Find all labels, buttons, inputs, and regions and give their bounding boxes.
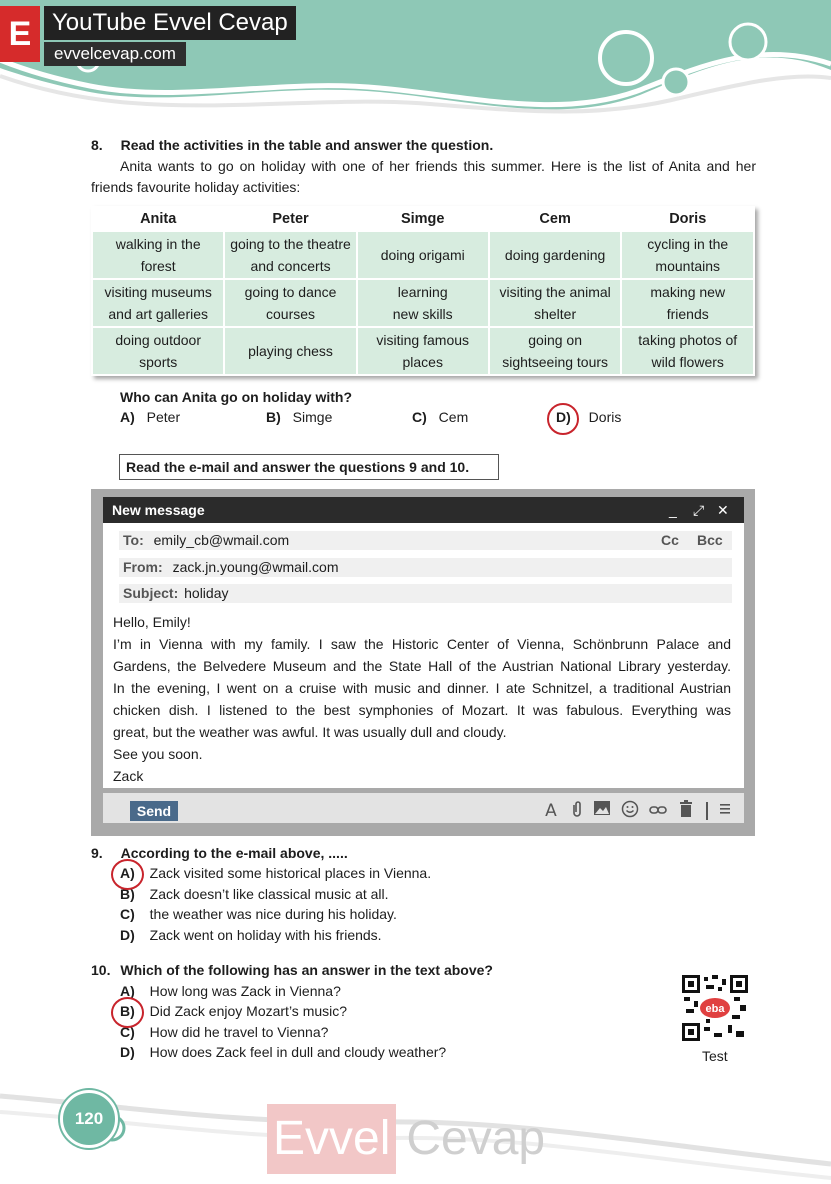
option-letter: D) [120,1044,135,1060]
svg-text:eba: eba [705,1003,725,1015]
image-icon[interactable] [592,800,612,822]
email-body-line: Zack [113,768,144,784]
watermark-part2: Cevap [406,1112,546,1165]
table-row [93,280,753,326]
email-body-line: See you soon. [113,746,203,762]
activities-table [91,206,755,376]
table-cell: learning new skills [358,280,488,326]
table-cell: doing outdoor sports [93,328,223,374]
cc-button[interactable]: Cc [661,532,679,548]
option-text: Zack went on holiday with his friends. [149,927,382,943]
subject-value: holiday [184,585,229,601]
option-text: Did Zack enjoy Mozart’s music? [149,1003,348,1019]
table-header: Peter [225,208,355,230]
option-a[interactable] [120,865,431,881]
option-b[interactable] [120,886,389,902]
option-letter: D) [120,927,135,943]
table-row [93,328,753,374]
table-cell: visiting famous places [358,328,488,374]
table-cell: going on sightseeing tours [490,328,621,374]
brand-logo: E [0,6,40,62]
option-letter: B) [120,1003,135,1019]
from-label: From: [123,559,163,575]
table-header-row [93,208,753,230]
question-10-heading [91,960,493,981]
question-number: 10. [91,962,111,978]
qr-caption: Test [702,1048,728,1064]
to-value: emily_cb@wmail.com [153,532,290,548]
option-text: Doris [588,409,622,425]
toolbar-divider [706,802,708,820]
option-a[interactable] [120,983,341,999]
option-text: Cem [438,409,469,425]
email-body-line: In the evening, I went on a cruise with music and dinner. I ate Schnitzel, a traditional Austrian [113,680,731,696]
option-b[interactable] [120,1003,347,1019]
more-icon[interactable] [715,800,735,822]
email-title-bar [103,497,744,523]
option-letter: A) [120,409,135,425]
table-cell: going to the theatre and concerts [225,232,355,278]
send-button[interactable]: Send [130,801,178,821]
email-body-line: I’m in Vienna with my family. I saw the Historic Center of Vienna, Schönbrunn Palace and [113,636,731,652]
table-cell: walking in the forest [93,232,223,278]
option-b[interactable] [266,409,332,425]
bcc-button[interactable]: Bcc [697,532,723,548]
from-value: zack.jn.young@wmail.com [172,559,339,575]
option-letter: B) [266,409,281,425]
attach-icon[interactable] [567,800,587,824]
option-text: How does Zack feel in dull and cloudy weather? [149,1044,447,1060]
answer-mark-circle [547,403,579,435]
trash-icon[interactable] [676,800,696,824]
minimize-icon[interactable]: _ [669,502,677,518]
watermark-logo [267,1104,545,1174]
qr-code-icon[interactable] [682,975,748,1041]
question-title: According to the e-mail above, ..... [120,845,348,861]
option-text: How long was Zack in Vienna? [149,983,341,999]
brand-title: YouTube Evvel Cevap [44,6,296,40]
option-text: Zack doesn’t like classical music at all. [149,886,389,902]
table-header: Simge [358,208,488,230]
table-header: Anita [93,208,223,230]
table-cell: doing gardening [490,232,621,278]
table-header: Doris [622,208,753,230]
option-letter: D) [556,409,571,425]
option-text: Zack visited some historical places in Vienna. [149,865,432,881]
to-field[interactable] [119,531,732,550]
subject-label: Subject: [123,585,179,601]
page-number: 120 [60,1090,118,1148]
question-8-heading [91,135,493,156]
brand-url: evvelcevap.com [44,42,186,66]
question-8-intro-line1: Anita wants to go on holiday with one of her friends this summer. Here is the list of Anita and her [120,158,756,174]
option-letter: C) [412,409,427,425]
question-title: Read the activities in the table and answer the question. [120,137,494,153]
instruction-box: Read the e-mail and answer the questions 9 and 10. [119,454,499,480]
email-body-line: Hello, Emily! [113,614,191,630]
question-8-prompt: Who can Anita go on holiday with? [120,389,353,405]
option-a[interactable] [120,409,180,425]
question-title: Which of the following has an answer in the text above? [120,962,493,978]
table-cell: going to dance courses [225,280,355,326]
table-cell: doing origami [358,232,488,278]
option-d[interactable] [120,1044,446,1060]
email-window-title: New message [112,502,205,518]
to-label: To: [123,532,144,548]
option-text: How did he travel to Vienna? [149,1024,329,1040]
option-letter: A) [120,865,135,881]
watermark-part1: Evvel [267,1104,396,1174]
option-d[interactable] [120,927,382,943]
email-body-line: great, but the weather was awful. It was usually dull and cloudy. [113,724,507,740]
subject-field[interactable] [119,584,732,603]
option-c[interactable] [120,1024,328,1040]
option-letter: C) [120,1024,135,1040]
answer-mark-circle [111,997,144,1028]
option-c[interactable] [412,409,468,425]
question-8-intro-line2: friends favourite holiday activities: [91,179,301,195]
font-icon[interactable]: A [545,801,557,821]
table-cell: making new friends [622,280,753,326]
option-letter: A) [120,983,135,999]
table-cell: cycling in the mountains [622,232,753,278]
emoji-icon[interactable] [620,800,640,824]
expand-icon[interactable]: ⤢ [693,502,705,518]
option-text: Simge [292,409,333,425]
table-cell: taking photos of wild flowers [622,328,753,374]
email-body-line: chicken dish. I listened to the best symphonies of Mozart. It was fabulous. Everything was [113,702,731,718]
table-cell: playing chess [225,328,355,374]
table-header: Cem [490,208,621,230]
question-number: 9. [91,845,103,861]
table-cell: visiting museums and art galleries [93,280,223,326]
option-c[interactable] [120,906,397,922]
option-text: the weather was nice during his holiday. [149,906,397,922]
table-row [93,232,753,278]
email-body-line: Gardens, the Belvedere Museum and the State Hall of the Austrian National Library yesterday. [113,658,731,674]
close-icon[interactable]: ✕ [717,502,729,518]
option-letter: C) [120,906,135,922]
question-number: 8. [91,137,103,153]
table-cell: visiting the animal shelter [490,280,621,326]
link-icon[interactable] [648,800,668,822]
answer-mark-circle [111,859,144,890]
from-field[interactable] [119,558,732,577]
option-text: Peter [146,409,181,425]
option-letter: B) [120,886,135,902]
